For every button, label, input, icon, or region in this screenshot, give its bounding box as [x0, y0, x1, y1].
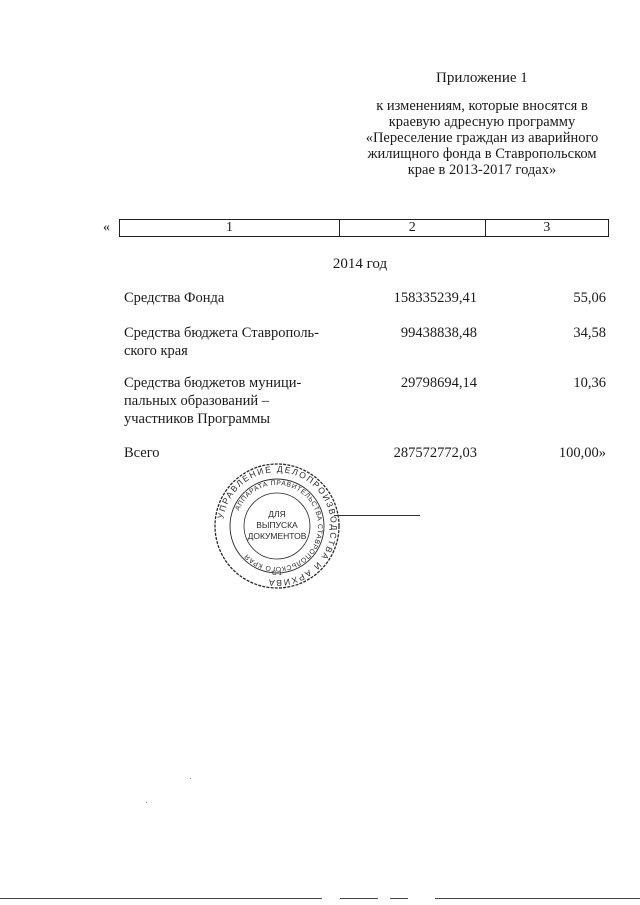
row-label-line: Всего — [124, 445, 160, 461]
row-sum-fund: 158335239,41 — [393, 290, 477, 306]
subtitle-line: «Переселение граждан из аварийного — [365, 130, 599, 146]
row-label-line: Средства Фонда — [124, 290, 225, 306]
footer-rule — [0, 898, 322, 899]
row-label-line: участников Программы — [124, 411, 270, 427]
stamp-center-line: ДОКУМЕНТОВ — [247, 531, 307, 541]
scan-dot — [146, 802, 147, 803]
row-label-total — [124, 444, 336, 462]
signature-line — [334, 515, 420, 516]
stamp-outer-text: УПРАВЛЕНИЕ ДЕЛОПРОИЗВОДСТВА И АРХИВА — [215, 463, 340, 589]
row-sum-total: 287572772,03 — [393, 445, 477, 461]
row-sum-regional-budget: 99438838,48 — [400, 325, 477, 341]
footer-rule — [340, 898, 378, 899]
appendix-subtitle — [350, 98, 614, 178]
footer-rule — [390, 898, 408, 899]
stamp-inner-text: АППАРАТА ПРАВИТЕЛЬСТВА СТАВРОПОЛЬСКОГО КРАЯ — [234, 479, 324, 573]
stamp-code: С-1 — [272, 571, 282, 577]
subtitle-line: крае в 2013-2017 годах» — [407, 162, 557, 178]
row-label-line: Средства бюджета Ставрополь- — [124, 325, 319, 341]
subtitle-line: к изменениям, которые вносятся в — [376, 98, 588, 114]
row-sum-municipal-budgets: 29798694,14 — [400, 375, 477, 391]
row-label-line: ского края — [124, 343, 188, 359]
stamp-center-line: ВЫПУСКА — [256, 520, 298, 530]
row-percent-regional-budget: 34,58 — [573, 325, 606, 341]
year-heading: 2014 год — [332, 256, 388, 272]
row-label-line: пальных образований – — [124, 393, 269, 409]
row-percent-municipal-budgets: 10,36 — [573, 375, 606, 391]
row-label-regional-budget — [124, 324, 336, 360]
subtitle-line: жилищного фонда в Ставропольском — [367, 146, 597, 162]
footer-rule — [435, 898, 640, 899]
appendix-title: Приложение 1 — [436, 70, 528, 86]
row-label-line: Средства бюджетов муници- — [124, 375, 302, 391]
stamp-center-line: ДЛЯ — [268, 509, 286, 519]
scan-dot — [190, 778, 191, 779]
column-number-2: 2 — [340, 220, 485, 236]
subtitle-line: краевую адресную программу — [388, 114, 576, 130]
column-number-1: 1 — [120, 220, 340, 236]
official-stamp — [213, 462, 341, 590]
column-number-row — [119, 219, 609, 237]
row-percent-total: 100,00» — [558, 445, 606, 461]
row-percent-fund: 55,06 — [573, 290, 606, 306]
column-number-3: 3 — [543, 220, 551, 235]
row-label-fund — [124, 289, 336, 307]
open-quote: « — [103, 220, 110, 235]
row-label-municipal-budgets — [124, 374, 336, 428]
